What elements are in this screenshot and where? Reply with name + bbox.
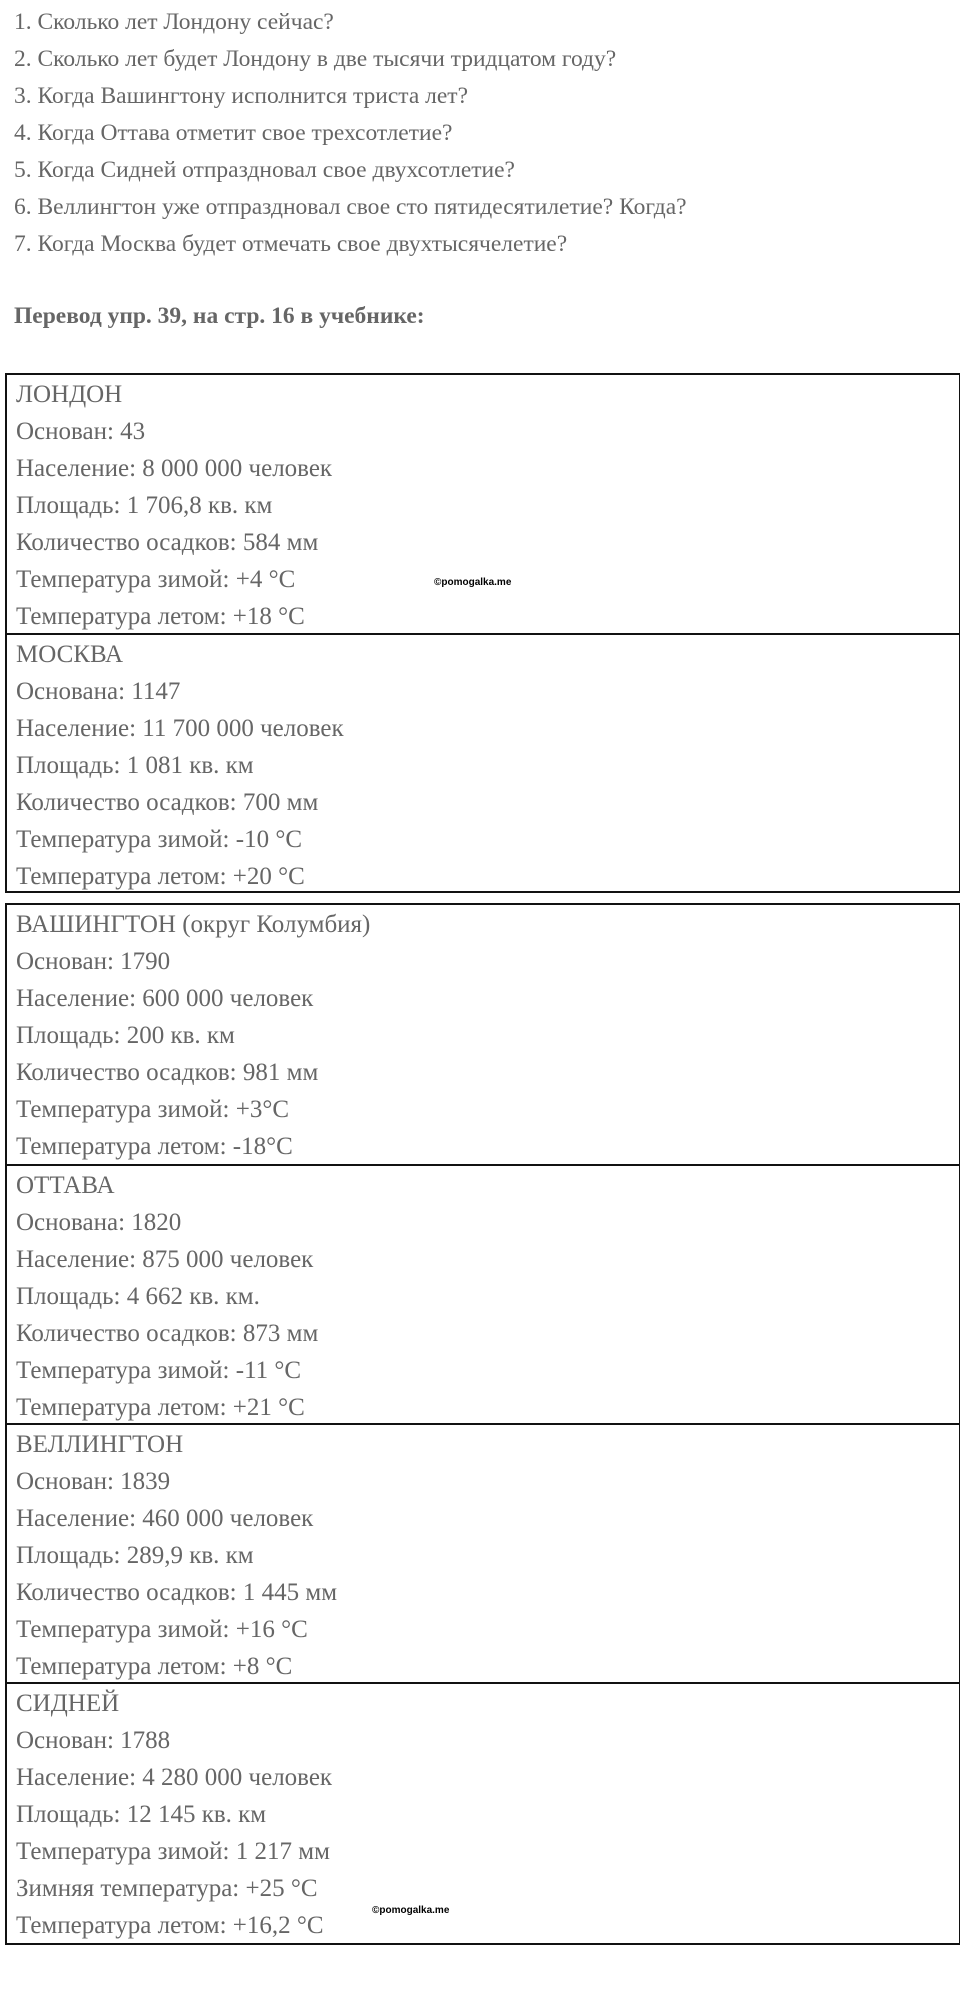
watermark-text: ©pomogalka.me: [434, 577, 512, 588]
precipitation-line: Количество осадков: 584 мм: [16, 529, 319, 556]
summer-temperature-line: Температура летом: +18 °С: [16, 603, 305, 630]
city-sydney: [7, 1682, 959, 1940]
city-name: ЛОНДОН: [16, 381, 123, 408]
founded-line: Основан: 1788: [16, 1727, 171, 1754]
city-name: ОТТАВА: [16, 1172, 115, 1199]
population-line: Население: 875 000 человек: [16, 1246, 314, 1273]
questions-list: [14, 4, 687, 263]
area-line: Площадь: 289,9 кв. км: [16, 1542, 254, 1569]
summer-temperature-line: Температура летом: +8 °С: [16, 1653, 293, 1680]
area-line: Площадь: 200 кв. км: [16, 1022, 235, 1049]
city-moscow: [7, 633, 959, 891]
city-name: ВЕЛЛИНГТОН: [16, 1431, 184, 1458]
city-name: ВАШИНГТОН (округ Колумбия): [16, 911, 371, 938]
population-line: Население: 4 280 000 человек: [16, 1764, 333, 1791]
area-line: Площадь: 1 081 кв. км: [16, 752, 254, 779]
winter-temperature-line: Температура зимой: -11 °С: [16, 1357, 302, 1384]
city-wellington: [7, 1423, 959, 1682]
city-washington: [7, 905, 959, 1164]
population-line: Население: 600 000 человек: [16, 985, 314, 1012]
winter-temperature-line: Температура зимой: +16 °С: [16, 1616, 308, 1643]
question-item: 6. Веллингтон уже отпраздновал свое сто пятидесятилетие? Когда?: [14, 194, 687, 220]
founded-line: Основан: 1790: [16, 948, 171, 975]
cities-table-first: [5, 373, 960, 893]
winter-temperature-line: Температура зимой: +3°С: [16, 1096, 290, 1123]
question-item: 7. Когда Москва будет отмечать свое двухтысячелетие?: [14, 231, 568, 257]
watermark-text: ©pomogalka.me: [372, 1905, 450, 1916]
founded-line: Основан: 43: [16, 418, 146, 445]
area-line: Площадь: 12 145 кв. км: [16, 1801, 267, 1828]
summer-temperature-line: Температура летом: +21 °С: [16, 1394, 305, 1421]
question-item: 5. Когда Сидней отпраздновал свое двухсотлетие?: [14, 157, 515, 183]
winter-temperature-line: Температура зимой: +4 °С: [16, 566, 296, 593]
cities-table-second: [5, 903, 960, 1945]
city-name: СИДНЕЙ: [16, 1690, 120, 1717]
precipitation-line: Количество осадков: 873 мм: [16, 1320, 319, 1347]
city-london: [7, 375, 959, 633]
population-line: Население: 460 000 человек: [16, 1505, 314, 1532]
question-item: 4. Когда Оттава отметит свое трехсотлетие?: [14, 120, 453, 146]
precipitation-line: Количество осадков: 981 мм: [16, 1059, 319, 1086]
founded-line: Основана: 1147: [16, 678, 181, 705]
question-item: 2. Сколько лет будет Лондону в две тысячи тридцатом году?: [14, 46, 617, 72]
precipitation-line: Количество осадков: 700 мм: [16, 789, 319, 816]
summer-temperature-line: Температура летом: +16,2 °С: [16, 1912, 324, 1939]
translation-heading: Перевод упр. 39, на стр. 16 в учебнике:: [14, 303, 425, 329]
area-line: Площадь: 4 662 кв. км.: [16, 1283, 260, 1310]
question-item: 1. Сколько лет Лондону сейчас?: [14, 9, 334, 35]
city-ottawa: [7, 1164, 959, 1423]
winter-temperature-alt-line: Зимняя температура: +25 °С: [16, 1875, 318, 1902]
question-item: 3. Когда Вашингтону исполнится триста лет?: [14, 83, 468, 109]
population-line: Население: 8 000 000 человек: [16, 455, 333, 482]
precipitation-line: Количество осадков: 1 445 мм: [16, 1579, 338, 1606]
city-name: МОСКВА: [16, 641, 124, 668]
founded-line: Основана: 1820: [16, 1209, 182, 1236]
summer-temperature-line: Температура летом: -18°С: [16, 1133, 293, 1160]
population-line: Население: 11 700 000 человек: [16, 715, 344, 742]
area-line: Площадь: 1 706,8 кв. км: [16, 492, 273, 519]
founded-line: Основан: 1839: [16, 1468, 171, 1495]
winter-temperature-line: Температура зимой: -10 °С: [16, 826, 302, 853]
summer-temperature-line: Температура летом: +20 °С: [16, 863, 305, 890]
winter-temperature-line: Температура зимой: 1 217 мм: [16, 1838, 330, 1865]
